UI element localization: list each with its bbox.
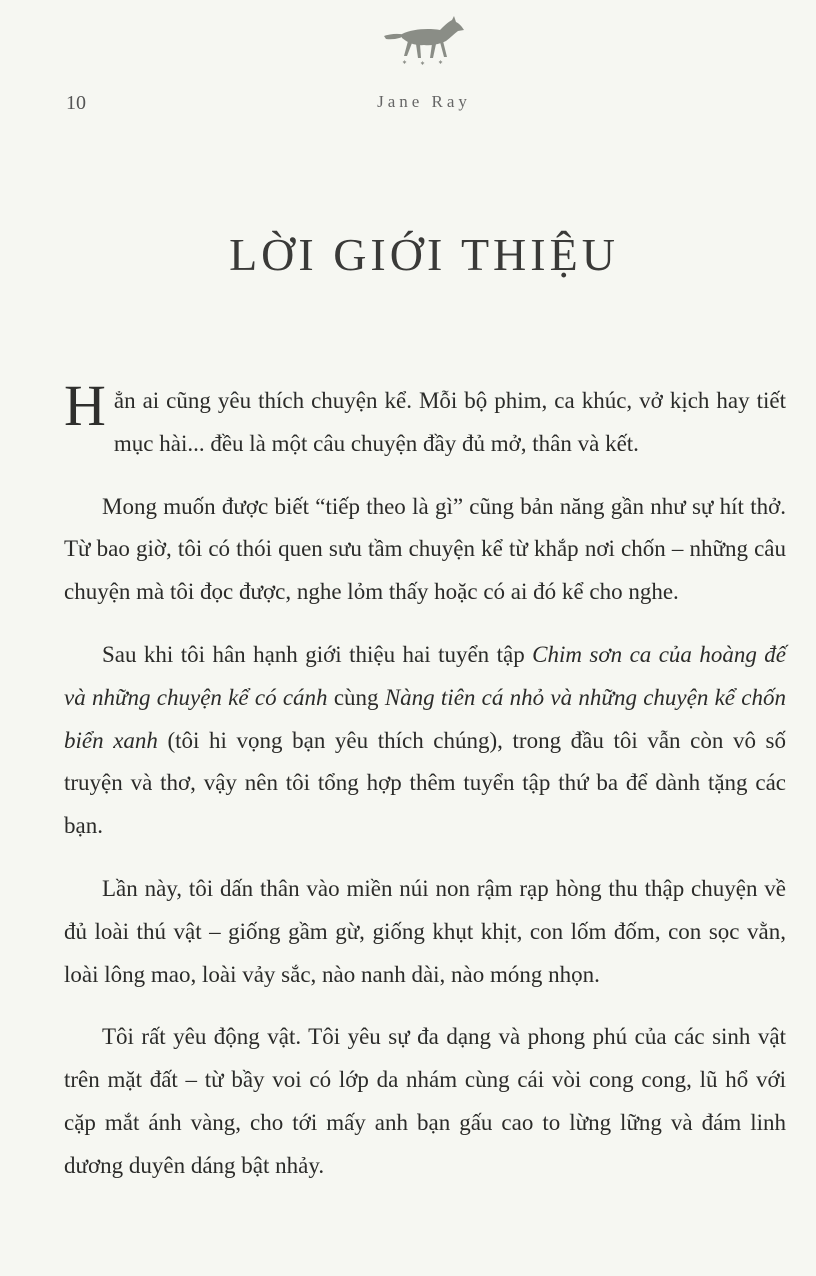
paragraph-5: Tôi rất yêu động vật. Tôi yêu sự đa dạng và phong phú của các sinh vật trên mặt đất – từ bầy voi có lớp da nhám cùng cái vòi cong cong, lũ hổ với cặp mắt ánh vàng, cho tới mấy anh bạn gấu cao to lừng lững và đám linh dương duyên dáng bật nhảy. (64, 1024, 786, 1178)
book-title-1: Chim sơn ca của hoàng đế và những chuyện kể có cánh (64, 641, 786, 710)
running-head: Jane Ray (377, 92, 471, 111)
paragraph-3-text: Sau khi tôi hân hạnh giới thiệu hai tuyển tập (102, 641, 533, 667)
svg-text:∗: ∗ (438, 60, 444, 66)
body-text (64, 373, 786, 1208)
paragraph-1 (64, 373, 786, 466)
drop-cap: H (64, 373, 106, 438)
paragraph-1-text: ẳn ai cũng yêu thích chuyện kể. Mỗi bộ phim, ca khúc, vở kịch hay tiết mục hài... đều là một câu chuyện đầy đủ mở, thân và kết. (113, 388, 786, 456)
page-number: 10 (66, 92, 86, 114)
paragraph-3 (64, 634, 786, 848)
svg-text:∗: ∗ (402, 60, 408, 66)
book-title-2: Nàng tiên cá nhỏ và những chuyện kể chốn biển xanh (64, 684, 786, 753)
paragraph-3-text: (tôi hi vọng bạn yêu thích chúng), trong đầu tôi vẫn còn vô số truyện và thơ, vậy nên tôi tổng hợp thêm tuyển tập thứ ba để dành tặng các bạn. (64, 727, 786, 839)
fox-icon (380, 14, 466, 66)
paragraph-3-text: cùng (327, 684, 385, 710)
chapter-title: LỜI GIỚI THIỆU (229, 229, 619, 280)
paragraph-4: Lần này, tôi dấn thân vào miền núi non rậm rạp hòng thu thập chuyện về đủ loài thú vật – giống gầm gừ, giống khụt khịt, con lốm đốm, con sọc vằn, loài lông mao, loài vảy sắc, nào nanh dài, nào móng nhọn. (64, 875, 786, 987)
svg-text:∗: ∗ (420, 61, 426, 66)
paragraph-2: Mong muốn được biết “tiếp theo là gì” cũng bản năng gần như sự hít thở. Từ bao giờ, tôi có thói quen sưu tầm chuyện kể từ khắp nơi chốn – những câu chuyện mà tôi đọc được, nghe lỏm thấy hoặc có ai đó kể cho nghe. (64, 493, 786, 605)
